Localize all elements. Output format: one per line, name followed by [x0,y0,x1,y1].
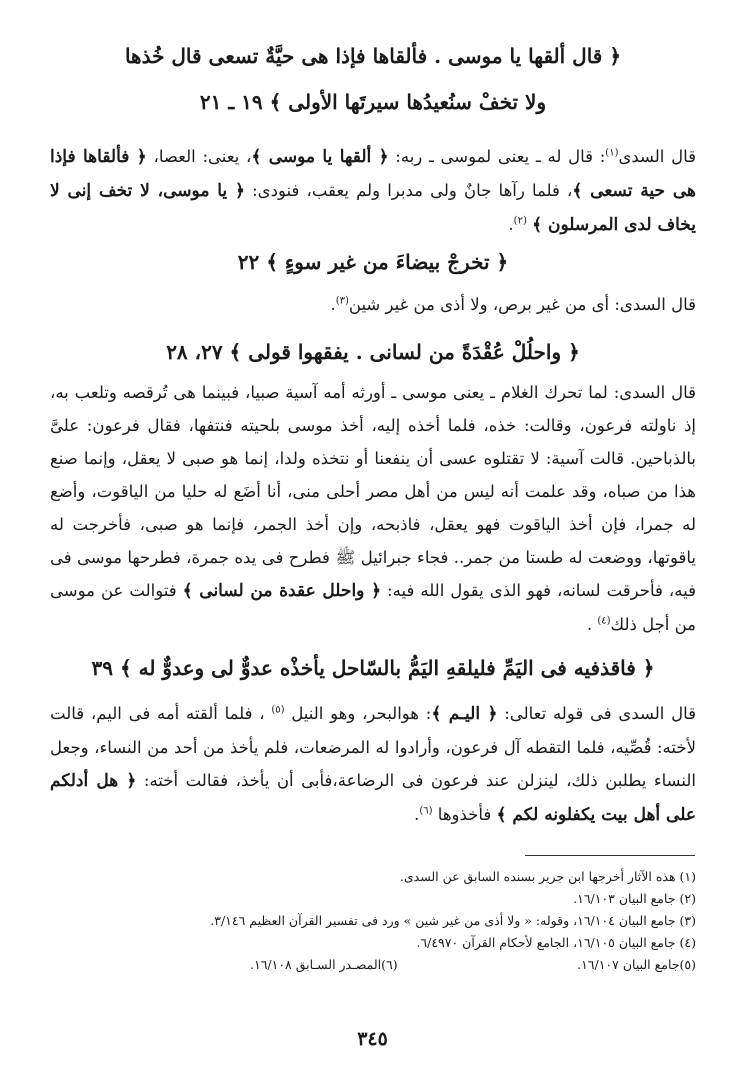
footnote-ref-3: (٣) [335,295,349,307]
footnotes-list [50,866,696,976]
quran-quote: ﴿ واحلل عقدة من لسانى ﴾ [182,581,382,601]
footnote-5: (٥)جامع البيان ١٦/١٠٧. [577,957,696,972]
quran-quote: ﴿ اليـم ﴾ [431,704,498,724]
page-number: ٣٤٥ [357,1028,388,1050]
footnote-6: (٦)المصـدر السـابق ١٦/١٠٨. [250,957,398,972]
quran-quote: ﴿ فألقاها فإذا هى حية تسعى ﴾ [50,147,696,201]
footnote-row-5-6 [50,954,696,976]
quran-quote: ﴿ يا موسى، لا تخف إنى لا يخاف لدى المرسلون ﴾ [50,181,696,235]
quran-quote: ﴿ ألقها يا موسى ﴾ [251,147,389,167]
verse-heading-19-21-line-1: ﴿ قال ألقها يا موسى . فألقاها فإذا هى حيَّةٌ تسعى قال خُذها [124,44,622,68]
footnote-3: (٣) جامع البيان ١٦/١٠٤، وقوله: « ولا أذى من غير شين » ورد فى تفسير القرآن العظيم ٣/١٤٦. [210,913,696,928]
footnote-ref-1: (١) [605,147,619,159]
footnote-2: (٢) جامع البيان ١٦/١٠٣. [573,891,696,906]
footnote-1: (١) هذه الآثار أخرجها ابن جرير بسنده السابق عن السدى. [399,869,696,884]
verse-heading-27-28: ﴿ واحلُلْ عُقْدَةً من لسانى . يفقهوا قولى ﴾ ٢٧، ٢٨ [166,340,580,364]
verse-heading-39: ﴿ فاقذفيه فى اليَمِّ فليلقهِ اليَمُّ بالسّاحل يأخذْه عدوٌّ لى وعدوٌّ له ﴾ ٣٩ [91,656,655,680]
footnote-divider [525,855,695,856]
commentary-paragraph-2: قال السدى: أى من غير برص، ولا أذى من غير شين$^{(٣)}$. [330,295,696,314]
commentary-paragraph-4: قال السدى فى قوله تعالى: ﴿ اليـم ﴾: هوالبحر، وهو النيل $^{(٥)}$ ، فلما ألقته أمه فى اليم، قالت لأخته: قُصِّيه، فلما التقطه آل فرعون، وأرادوا له المرضعات، فلم يأخذ من أحد من النساء، وجعل النساء يطلبن ذلك، لينزلن عند فرعون فى الرضاعة،فأبى أن يأخذ، فقالت أخته: ﴿ هل أدلكم على أهل بيت يكفلونه لكم ﴾ فأخذوها $^{(٦)}$. [50,704,696,825]
salutation-glyph: ﷺ [335,548,356,567]
footnote-ref-6: (٦) [419,805,433,817]
footnote-ref-5: (٥) [271,704,285,716]
verse-heading-22: ﴿ تخرجْ بيضاءَ من غير سوءٍ ﴾ ٢٢ [237,250,509,274]
quran-quote: ﴿ هل أدلكم على أهل بيت يكفلونه لكم ﴾ [50,771,696,825]
footnote-ref-2: (٢) [513,215,527,227]
verse-heading-19-21-line-2: ولا تخفْ سنُعيدُها سيرتَها الأولى ﴾ ١٩ ـ ٢١ [199,90,547,114]
commentary-paragraph-1: قال السدى$^{(١)}$: قال له ـ يعنى لموسى ـ ربه: ﴿ ألقها يا موسى ﴾، يعنى: العصا، ﴿ فألقاها فإذا هى حية تسعى ﴾، فلما رآها جانٌ ولى مدبرا ولم يعقب، فنودى: ﴿ يا موسى، لا تخف إنى لا يخاف لدى المرسلون ﴾ $^{(٢)}$. [50,147,696,235]
footnote-4: (٤) جامع البيان ١٦/١٠٥، الجامع لأحكام القرآن ٦/٤٩٧٠. [416,935,696,950]
commentary-paragraph-3: قال السدى: لما تحرك الغلام ـ يعنى موسى ـ أورثه أمه آسية صبيا، فبينما هى تُرقصه وتلعب به، إذ ناولته فرعون، وقالت: خذه، فلما أخذه إليه، أخذ موسى بلحيته فنتفها، فقال فرعون: علىَّ بالذباحين. قالت آسية: لا تقتلوه عسى أن ينفعنا أو نتخذه ولدا، إنما هو صبى لا يعقل، وإنما صنع هذا من صباه، وقد علمت أنه ليس من أهل مصر أحلى منى، أنا أضَع له حليا من الياقوت، وأضع له جمرا، فإن أخذ الياقوت فهو يعقل، فاذبحه، وإن أخذ الجمر، فإنما هو صبى، فأخرجت له ياقوتها، ووضعت له طستا من جمر.. فجاء جبرائيل ﷺ فطرح فى يده جمرة، فطرحها موسى فى فيه، فأحرقت لسانه، فهو الذى يقول الله فيه: ﴿ واحلل عقدة من لسانى ﴾ فتوالت عن موسى من أجل ذلك$^{(٤)}$ . [50,383,696,634]
footnote-ref-4: (٤) [597,615,611,627]
